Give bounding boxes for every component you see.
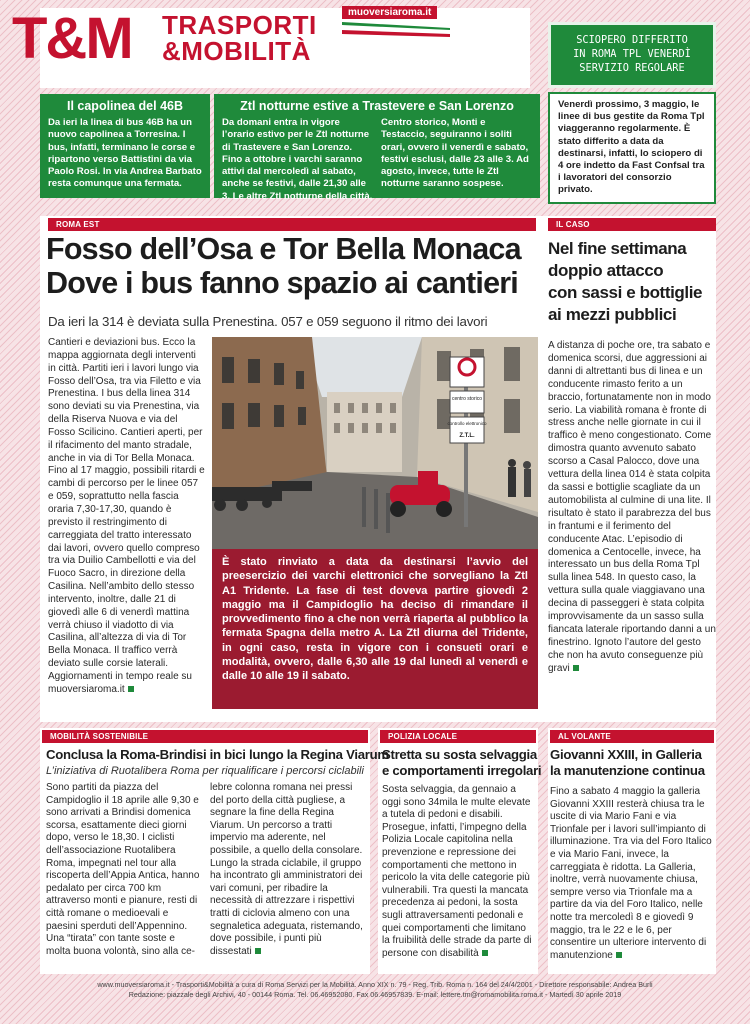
section-tag-mobilita: MOBILITÀ SOSTENIBILE: [42, 730, 368, 743]
section-tag-roma-est: ROMA EST: [48, 218, 536, 231]
street-photo: [212, 337, 538, 549]
caso-article-text: [548, 340, 716, 676]
news-box-46b: [40, 94, 210, 198]
main-article-body: Cantieri e deviazioni bus. Ecco la mappa aggiornata degli interventi in città. Partiti ieri i lavori lungo via Fosso dell’Osa, tra via Filetto e via Prenestina. I bus della linea 314 sono deviati su via Prenestina, via della Riserva Nuova e via del Fosso Scilicino. Cantieri aperti, per il rifacimento del manto stradale, anche in via di Tor Bella Monaca. Fino al 17 maggio, possibili ritardi e cambi di percorso per le linee 057 e 059, soprattutto nella fascia oraria 7,30-17,30, quando è previsto il restringimento di carreggiata del tratto interessato dai lavori, ovvero quello compreso tra via Duilio Cambellotti e via del Fuoco Sacro, in direzione della Casilina. Nell’ambito dello stesso intervento, inoltre, dalle 21 di giovedì alle 6 di venerdì mattina verrà chiuso il viadotto di via Casilina, all’altezza di via di Tor Bella Monaca. Il traffico verrà deviato sulle corsie laterali. Aggiornamenti in tempo reale su muoversiaroma.it: [48, 337, 205, 695]
end-square-icon: [616, 952, 622, 958]
ciclo-text-col1: Sono partiti da piazza del Campidoglio il 18 aprile alle 9,30 e sono arrivati a Brindisi domenica scorsa, esattamente dieci giorni dopo, verso le 18,30. I ciclisti dell’associazione Ruotalibera Roma, impegnati nel tour alla riscoperta dell’Appia Antica, hanno pedalato per circa 700 km attraverso monti e pianure, resti di città romane o medioevali e paesini sperduti dell’Appennino. Una “tirata” con tante soste e molta buona volontà, sino alla ce-: [46, 782, 200, 957]
footer-line2: Redazione: piazzale degli Archivi, 40 - 00144 Roma. Tel. 06.46952080. Fax 06.46957839. E-mail: lettere.tm@romamobilita.roma.it - Martedì 30 aprile 2019: [128, 990, 622, 999]
news-box-ztl-title: Ztl notturne estive a Trastevere e San Lorenzo: [240, 99, 514, 113]
masthead-title-line1: TRASPORTI: [162, 10, 317, 40]
polizia-article-body: Sosta selvaggia, da gennaio a oggi sono 34mila le multe elevate a tutela di pedoni e disabili. Prosegue, infatti, l’impegno della Polizia Locale capitolina nella prevenzione e repressione dei comportamenti che mettono in pericolo la vita delle categorie più vulnerabili. Tra questi la mancata precedenza ai pedoni, la sosta sugli attraversamenti pedonali e quei comportamenti che limitano la fruibilità delle strade da parte di persone con disabilità: [382, 784, 532, 959]
main-subtitle: Da ieri la 314 è deviata sulla Prenestina. 057 e 059 seguono il ritmo dei lavori: [48, 314, 488, 329]
main-headline: [46, 232, 546, 300]
ztl-tridente-box: È stato rinviato a data da destinarsi l’avvio del preesercizio dei varchi elettronici che sorvegliano la Ztl A1 Tridente. La fase di test doveva partire giovedì 2 maggio ma il Campidoglio ha deciso di rimandare il provvedimento fino a che non verrà riaperta al pubblico la fermata Spagna della metro A. La Ztl diurna del Tridente, in ogni caso, resta in vigore con i consueti orari e modalità, ovvero, dalle 6,30 alle 19 dal lunedì al venerdì e dalle 10 alle 19 il sabato.: [212, 549, 538, 709]
end-square-icon: [573, 665, 579, 671]
section-tag-il-caso: IL CASO: [548, 218, 716, 231]
section-tag-volante: AL VOLANTE: [550, 730, 714, 743]
volante-headline-line1: Giovanni XXIII, in Galleria: [550, 747, 702, 762]
volante-headline-line2: la manutenzione continua: [550, 763, 705, 778]
polizia-article-text: [382, 784, 536, 960]
polizia-headline-line1: Stretta su sosta selvaggia: [382, 747, 537, 762]
news-box-46b-body: Da ieri la linea di bus 46B ha un nuovo capolinea a Torresina. I bus, infatti, terminano le corse e ripartono verso Battistini da via Paolo Rosi. In via Andrea Barbato resta comunque una fermata.: [48, 117, 202, 190]
site-link[interactable]: muoversiaroma.it: [342, 6, 437, 19]
flag-stripes-icon: [342, 22, 450, 38]
section-tag-polizia: POLIZIA LOCALE: [380, 730, 536, 743]
polizia-headline-line2: e comportamenti irregolari: [382, 763, 542, 778]
volante-article-body: Fino a sabato 4 maggio la galleria Giovanni XXIII resterà chiusa tra le uscite di via Mario Fani e via Trionfale per i lavori sull’impianto di illuminazione. Tra via del Foro Italico e via Mario Fani, invece, la carreggiata è ridotta. La Galleria, inoltre, verrà nuovamente chiusa, sempre verso via Trionfale ma a partire da via del Foro Italico, nelle notte tra mercoledì 8 e giovedì 9 maggio, tra le 22 e le 6, per consentire un ulteriore intervento di manutenzione: [550, 786, 712, 961]
ciclo-subtitle: L’iniziativa di Ruotalibera Roma per riqualificare i percorsi ciclabili: [46, 765, 364, 777]
main-headline-line1: Fosso dell’Osa e Tor Bella Monaca: [46, 232, 521, 266]
photo-sign-ztl: Z.T.L.: [459, 433, 475, 439]
sciopero-headline: [548, 22, 716, 88]
news-box-ztl-body: Da domani entra in vigore l’orario estivo per le Ztl notturne di Trastevere e San Lorenzo. Fino a ottobre i varchi saranno attivi dal mercoledì al sabato, anche se festivi, dalle 21,30 alle 3. Le altre Ztl notturne della città, Centro storico, Monti e Testaccio, seguiranno i soliti orari, ovvero il venerdì e sabato, festivi esclusi, dalle 23 alle 3. Ad agosto, invece, tutte le Ztl notturne saranno sospese.: [222, 117, 529, 202]
caso-article-body: A distanza di poche ore, tra sabato e domenica scorsi, due aggressioni ai danni di altrettanti bus di linea e un conducente rimasto ferito a un braccio, fortunatamente non in modo serio. La viabilità romana è fronte di stress anche nelle giornate in cui il traffico è meno congestionato. Come dimostra quanto avvenuto sabato scorso a Casal Palocco, dove una vettura della linea 014 è stata colpita da sassi e bottiglie scagliate da un automobilista al culmine di una lite. Il risultato è stato il parabrezza del bus in frantumi e il ferimento del conducente Atac. L’episodio di domenica a Centocelle, invece, ha interessato un bus della Roma Tpl sulla linea 548. In questo caso, la vettura sulla quale viaggiavano una decina di passeggeri è stata colpita improvvisamente da un sasso sulla fiancata laterale riportando danni a un finestrino. Ignoto l’autore del gesto che non ha avuto conseguenze più gravi: [548, 340, 716, 674]
masthead-title-line2: &MOBILITÀ: [162, 36, 311, 66]
sciopero-headline-line3: SERVIZIO REGOLARE: [579, 62, 685, 74]
masthead-title: [162, 12, 317, 64]
footer: [0, 980, 750, 1000]
sciopero-body: Venerdì prossimo, 3 maggio, le linee di bus gestite da Roma Tpl viaggeranno regolarmente. È stato differito a data da destinarsi, infatti, lo sciopero di 4 ore indetto da Fast Confsal tra i lavoratori del consorzio privato.: [548, 92, 716, 204]
volante-headline: [550, 747, 714, 779]
polizia-headline: [382, 747, 542, 779]
caso-headline-line3: con sassi e bottiglie: [548, 283, 703, 302]
caso-headline-line4: ai mezzi pubblici: [548, 305, 677, 324]
main-headline-line2: Dove i bus fanno spazio ai cantieri: [46, 266, 518, 300]
ciclo-text-col2-body: lebre colonna romana nei pressi del porto della città pugliese, a segnare la fine della Regina Viarum. Un percorso a tratti impervio ma aderente, nel possibile, a quello della consolare. Lungo la strada ciclabile, il gruppo ha incontrato gli amministratori dei vari comuni, per ribadire la necessità di attrezzare i rispettivi tratti di ciclovia almeno con una segnaletica adeguata, ristemando, dove possibile, i punti più dissestati: [210, 782, 363, 957]
caso-headline: [548, 238, 716, 326]
sciopero-headline-line2: IN ROMA TPL VENERDÌ: [573, 48, 691, 60]
caso-headline-line1: Nel fine settimana: [548, 239, 687, 258]
main-article-text: [48, 337, 206, 697]
news-box-46b-title: Il capolinea del 46B: [66, 99, 183, 113]
photo-sign-centro-storico: centro storico: [451, 396, 483, 402]
end-square-icon: [255, 948, 261, 954]
footer-line1: www.muoversiaroma.it - Trasporti&Mobilità a cura di Roma Servizi per la Mobilità. Anno XIX n. 79 - Reg. Trib. Roma n. 164 del 24/4/2001 - Direttore responsabile: Andrea Burli: [97, 980, 653, 989]
end-square-icon: [482, 950, 488, 956]
ciclo-headline: Conclusa la Roma-Brindisi in bici lungo la Regina Viarum: [46, 747, 389, 762]
ciclo-text-col2: [210, 782, 366, 958]
photo-sign-controllo: controllo elettronico: [447, 421, 487, 426]
logo-tm: T&M: [12, 6, 132, 71]
end-square-icon: [128, 686, 134, 692]
volante-article-text: [550, 786, 712, 962]
news-box-ztl: [214, 94, 540, 202]
sciopero-headline-line1: SCIOPERO DIFFERITO: [576, 34, 688, 46]
caso-headline-line2: doppio attacco: [548, 261, 664, 280]
